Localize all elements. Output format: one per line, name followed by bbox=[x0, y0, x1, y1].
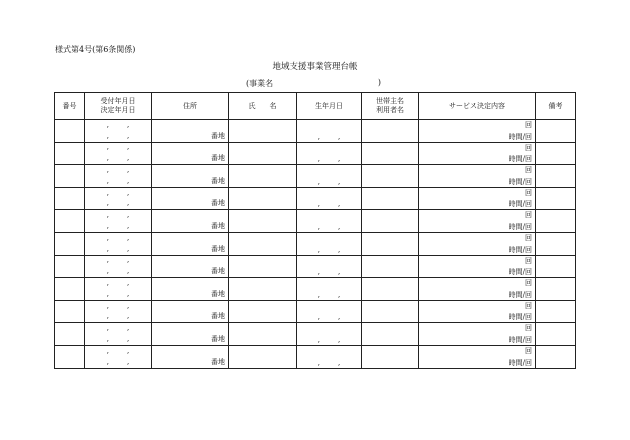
comma-mark: , bbox=[106, 188, 109, 197]
header-dates-line2: 決定年月日 bbox=[100, 106, 136, 114]
cell-address[interactable] bbox=[152, 187, 229, 210]
cell-dates[interactable] bbox=[85, 142, 152, 165]
cell-name[interactable] bbox=[229, 232, 297, 255]
table-row bbox=[55, 232, 576, 255]
table-row bbox=[55, 120, 576, 143]
hours-per-time-label: 時間/回 bbox=[508, 313, 532, 322]
cell-address[interactable] bbox=[152, 232, 229, 255]
business-name-label: (事業名 bbox=[246, 79, 274, 88]
cell-service[interactable] bbox=[419, 120, 536, 143]
header-address: 住所 bbox=[152, 93, 229, 120]
times-label: 回 bbox=[525, 166, 532, 175]
cell-dates[interactable] bbox=[85, 323, 152, 346]
table-row bbox=[55, 142, 576, 165]
cell-birthdate[interactable] bbox=[297, 187, 362, 210]
cell-name[interactable] bbox=[229, 120, 297, 143]
header-number: 番号 bbox=[55, 93, 85, 120]
times-label: 回 bbox=[525, 143, 532, 152]
banchi-label: 番地 bbox=[211, 357, 225, 366]
ledger-body bbox=[55, 120, 576, 369]
cell-householder[interactable] bbox=[362, 232, 419, 255]
header-remarks: 備考 bbox=[536, 93, 576, 120]
table-row bbox=[55, 210, 576, 233]
hours-per-time-label: 時間/回 bbox=[508, 268, 532, 277]
cell-dates[interactable] bbox=[85, 345, 152, 368]
times-label: 回 bbox=[525, 188, 532, 197]
cell-householder[interactable] bbox=[362, 255, 419, 278]
comma-mark: , bbox=[338, 222, 341, 231]
cell-birthdate[interactable] bbox=[297, 165, 362, 188]
cell-service[interactable] bbox=[419, 323, 536, 346]
hours-per-time-label: 時間/回 bbox=[508, 290, 532, 299]
header-householder-line2: 利用者名 bbox=[376, 106, 404, 114]
times-label: 回 bbox=[525, 211, 532, 220]
comma-mark: , bbox=[106, 120, 109, 129]
comma-mark: , bbox=[106, 301, 109, 310]
comma-mark: , bbox=[317, 155, 320, 164]
cell-householder[interactable] bbox=[362, 278, 419, 301]
times-label: 回 bbox=[525, 256, 532, 265]
header-dates-line1: 受付年月日 bbox=[100, 97, 136, 106]
banchi-label: 番地 bbox=[211, 244, 225, 253]
cell-dates[interactable] bbox=[85, 187, 152, 210]
comma-mark: , bbox=[338, 335, 341, 344]
header-householder-line1: 世帯主名 bbox=[376, 97, 404, 106]
comma-mark: , bbox=[127, 131, 130, 140]
cell-number[interactable] bbox=[55, 300, 85, 323]
cell-number[interactable] bbox=[55, 142, 85, 165]
comma-mark: , bbox=[317, 132, 320, 141]
comma-mark: , bbox=[127, 244, 130, 253]
ledger-table bbox=[54, 92, 576, 369]
cell-remarks[interactable] bbox=[536, 300, 576, 323]
comma-mark: , bbox=[127, 279, 130, 288]
comma-mark: , bbox=[127, 324, 130, 333]
banchi-label: 番地 bbox=[211, 221, 225, 230]
times-label: 回 bbox=[525, 121, 532, 129]
comma-mark: , bbox=[106, 346, 109, 355]
cell-service[interactable] bbox=[419, 278, 536, 301]
cell-name[interactable] bbox=[229, 345, 297, 368]
cell-address[interactable] bbox=[152, 323, 229, 346]
comma-mark: , bbox=[338, 290, 341, 299]
comma-mark: , bbox=[127, 312, 130, 321]
cell-householder[interactable] bbox=[362, 142, 419, 165]
cell-householder[interactable] bbox=[362, 120, 419, 143]
banchi-label: 番地 bbox=[211, 199, 225, 208]
cell-birthdate[interactable] bbox=[297, 210, 362, 233]
cell-name[interactable] bbox=[229, 142, 297, 165]
comma-mark: , bbox=[127, 301, 130, 310]
comma-mark: , bbox=[127, 346, 130, 355]
header-dates bbox=[85, 93, 152, 120]
cell-address[interactable] bbox=[152, 255, 229, 278]
cell-birthdate[interactable] bbox=[297, 142, 362, 165]
hours-per-time-label: 時間/回 bbox=[508, 200, 532, 209]
cell-number[interactable] bbox=[55, 210, 85, 233]
comma-mark: , bbox=[106, 222, 109, 231]
cell-service[interactable] bbox=[419, 210, 536, 233]
cell-name[interactable] bbox=[229, 278, 297, 301]
table-row bbox=[55, 278, 576, 301]
header-service: サービス決定内容 bbox=[419, 93, 536, 120]
comma-mark: , bbox=[317, 200, 320, 209]
cell-service[interactable] bbox=[419, 345, 536, 368]
comma-mark: , bbox=[338, 200, 341, 209]
cell-remarks[interactable] bbox=[536, 210, 576, 233]
comma-mark: , bbox=[338, 268, 341, 277]
cell-service[interactable] bbox=[419, 187, 536, 210]
cell-address[interactable] bbox=[152, 345, 229, 368]
comma-mark: , bbox=[127, 211, 130, 220]
comma-mark: , bbox=[106, 143, 109, 152]
header-householder bbox=[362, 93, 419, 120]
banchi-label: 番地 bbox=[211, 267, 225, 276]
cell-dates[interactable] bbox=[85, 165, 152, 188]
comma-mark: , bbox=[127, 120, 130, 129]
business-name-close: ) bbox=[377, 78, 381, 87]
cell-householder[interactable] bbox=[362, 210, 419, 233]
comma-mark: , bbox=[317, 245, 320, 254]
comma-mark: , bbox=[317, 177, 320, 186]
cell-dates[interactable] bbox=[85, 210, 152, 233]
cell-birthdate[interactable] bbox=[297, 323, 362, 346]
cell-name[interactable] bbox=[229, 187, 297, 210]
table-row bbox=[55, 165, 576, 188]
cell-birthdate[interactable] bbox=[297, 278, 362, 301]
comma-mark: , bbox=[106, 211, 109, 220]
comma-mark: , bbox=[317, 335, 320, 344]
cell-number[interactable] bbox=[55, 187, 85, 210]
comma-mark: , bbox=[127, 233, 130, 242]
cell-remarks[interactable] bbox=[536, 142, 576, 165]
cell-name[interactable] bbox=[229, 300, 297, 323]
comma-mark: , bbox=[338, 245, 341, 254]
cell-number[interactable] bbox=[55, 278, 85, 301]
cell-dates[interactable] bbox=[85, 255, 152, 278]
cell-remarks[interactable] bbox=[536, 323, 576, 346]
table-row bbox=[55, 187, 576, 210]
cell-number[interactable] bbox=[55, 232, 85, 255]
cell-remarks[interactable] bbox=[536, 232, 576, 255]
comma-mark: , bbox=[317, 268, 320, 277]
comma-mark: , bbox=[106, 176, 109, 185]
cell-birthdate[interactable] bbox=[297, 300, 362, 323]
comma-mark: , bbox=[106, 233, 109, 242]
cell-remarks[interactable] bbox=[536, 255, 576, 278]
cell-number[interactable] bbox=[55, 345, 85, 368]
comma-mark: , bbox=[127, 256, 130, 265]
cell-remarks[interactable] bbox=[536, 278, 576, 301]
hours-per-time-label: 時間/回 bbox=[508, 222, 532, 231]
header-birthdate: 生年月日 bbox=[297, 93, 362, 120]
comma-mark: , bbox=[338, 155, 341, 164]
cell-birthdate[interactable] bbox=[297, 345, 362, 368]
comma-mark: , bbox=[127, 176, 130, 185]
cell-service[interactable] bbox=[419, 232, 536, 255]
comma-mark: , bbox=[106, 166, 109, 175]
banchi-label: 番地 bbox=[211, 176, 225, 185]
cell-number[interactable] bbox=[55, 323, 85, 346]
comma-mark: , bbox=[127, 289, 130, 298]
comma-mark: , bbox=[106, 199, 109, 208]
business-name-line bbox=[246, 78, 381, 89]
cell-number[interactable] bbox=[55, 120, 85, 143]
comma-mark: , bbox=[338, 132, 341, 141]
header-name: 氏 名 bbox=[229, 93, 297, 120]
comma-mark: , bbox=[338, 177, 341, 186]
hours-per-time-label: 時間/回 bbox=[508, 245, 532, 254]
comma-mark: , bbox=[106, 312, 109, 321]
table-row bbox=[55, 345, 576, 368]
comma-mark: , bbox=[106, 324, 109, 333]
cell-dates[interactable] bbox=[85, 300, 152, 323]
cell-address[interactable] bbox=[152, 210, 229, 233]
cell-name[interactable] bbox=[229, 165, 297, 188]
hours-per-time-label: 時間/回 bbox=[508, 132, 532, 141]
cell-address[interactable] bbox=[152, 300, 229, 323]
comma-mark: , bbox=[127, 199, 130, 208]
comma-mark: , bbox=[317, 222, 320, 231]
comma-mark: , bbox=[106, 154, 109, 163]
cell-service[interactable] bbox=[419, 142, 536, 165]
cell-birthdate[interactable] bbox=[297, 255, 362, 278]
comma-mark: , bbox=[127, 267, 130, 276]
cell-remarks[interactable] bbox=[536, 187, 576, 210]
document-title: 地域支援事業管理台帳 bbox=[272, 62, 358, 72]
comma-mark: , bbox=[106, 335, 109, 344]
times-label: 回 bbox=[525, 279, 532, 288]
cell-householder[interactable] bbox=[362, 187, 419, 210]
comma-mark: , bbox=[317, 358, 320, 367]
cell-dates[interactable] bbox=[85, 120, 152, 143]
cell-service[interactable] bbox=[419, 300, 536, 323]
cell-name[interactable] bbox=[229, 255, 297, 278]
hours-per-time-label: 時間/回 bbox=[508, 177, 532, 186]
cell-service[interactable] bbox=[419, 255, 536, 278]
table-row bbox=[55, 300, 576, 323]
cell-remarks[interactable] bbox=[536, 345, 576, 368]
cell-address[interactable] bbox=[152, 120, 229, 143]
comma-mark: , bbox=[106, 357, 109, 366]
hours-per-time-label: 時間/回 bbox=[508, 155, 532, 164]
cell-name[interactable] bbox=[229, 210, 297, 233]
form-number: 様式第4号(第6条関係) bbox=[55, 45, 136, 54]
cell-birthdate[interactable] bbox=[297, 120, 362, 143]
banchi-label: 番地 bbox=[211, 131, 225, 140]
comma-mark: , bbox=[127, 154, 130, 163]
comma-mark: , bbox=[317, 290, 320, 299]
hours-per-time-label: 時間/回 bbox=[508, 358, 532, 367]
cell-householder[interactable] bbox=[362, 165, 419, 188]
cell-address[interactable] bbox=[152, 165, 229, 188]
cell-name[interactable] bbox=[229, 323, 297, 346]
banchi-label: 番地 bbox=[211, 334, 225, 343]
comma-mark: , bbox=[127, 357, 130, 366]
cell-remarks[interactable] bbox=[536, 165, 576, 188]
cell-number[interactable] bbox=[55, 165, 85, 188]
cell-householder[interactable] bbox=[362, 345, 419, 368]
banchi-label: 番地 bbox=[211, 289, 225, 298]
cell-dates[interactable] bbox=[85, 232, 152, 255]
comma-mark: , bbox=[127, 222, 130, 231]
comma-mark: , bbox=[127, 335, 130, 344]
comma-mark: , bbox=[106, 256, 109, 265]
table-row bbox=[55, 255, 576, 278]
comma-mark: , bbox=[338, 313, 341, 322]
cell-remarks[interactable] bbox=[536, 120, 576, 143]
table-row bbox=[55, 323, 576, 346]
comma-mark: , bbox=[106, 289, 109, 298]
cell-service[interactable] bbox=[419, 165, 536, 188]
comma-mark: , bbox=[338, 358, 341, 367]
times-label: 回 bbox=[525, 324, 532, 333]
banchi-label: 番地 bbox=[211, 312, 225, 321]
hours-per-time-label: 時間/回 bbox=[508, 335, 532, 344]
times-label: 回 bbox=[525, 233, 532, 242]
cell-address[interactable] bbox=[152, 278, 229, 301]
comma-mark: , bbox=[106, 131, 109, 140]
banchi-label: 番地 bbox=[211, 154, 225, 163]
cell-birthdate[interactable] bbox=[297, 232, 362, 255]
comma-mark: , bbox=[106, 279, 109, 288]
header-row bbox=[55, 93, 576, 120]
cell-number[interactable] bbox=[55, 255, 85, 278]
comma-mark: , bbox=[106, 244, 109, 253]
cell-householder[interactable] bbox=[362, 323, 419, 346]
comma-mark: , bbox=[106, 267, 109, 276]
times-label: 回 bbox=[525, 301, 532, 310]
cell-dates[interactable] bbox=[85, 278, 152, 301]
comma-mark: , bbox=[127, 143, 130, 152]
comma-mark: , bbox=[127, 188, 130, 197]
comma-mark: , bbox=[317, 313, 320, 322]
cell-address[interactable] bbox=[152, 142, 229, 165]
comma-mark: , bbox=[127, 166, 130, 175]
cell-householder[interactable] bbox=[362, 300, 419, 323]
times-label: 回 bbox=[525, 346, 532, 355]
